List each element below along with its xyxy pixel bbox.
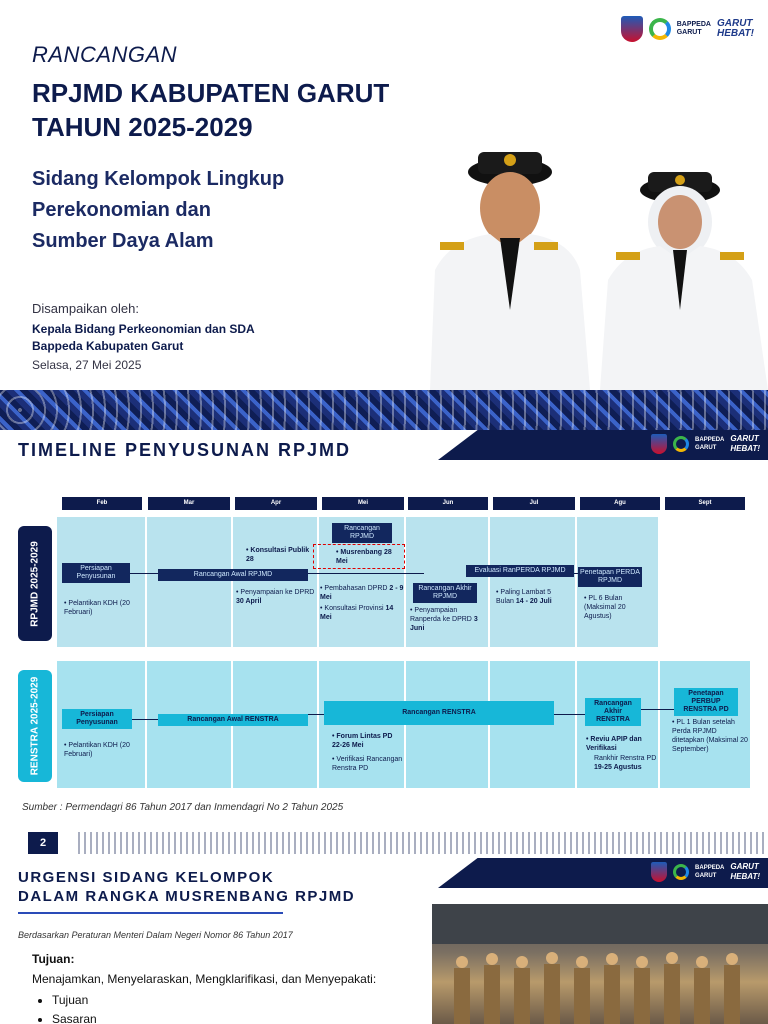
cover-slide [0,0,768,430]
timeline-source: Sumber : Permendagri 86 Tahun 2017 dan Inmendagri No 2 Tahun 2025 [22,802,344,813]
urgensi-title: URGENSI SIDANG KELOMPOK DALAM RANGKA MUSRENBANG RPJMD [18,869,356,905]
note-verifikasi: • Verifikasi Rancangan Renstra PD [332,755,404,773]
cover-title: RPJMD KABUPATEN GARUT TAHUN 2025-2029 [32,78,390,142]
garut-emblem-icon [651,434,667,454]
step-rancangan-renstra: Rancangan RENSTRA [324,701,554,725]
month-header: Mar [148,497,230,510]
note-rankhir: Rankhir Renstra PD 19-25 Agustus [594,755,657,771]
note-konsultasi-prov: • Konsultasi Provinsi 14 Mei [320,604,404,622]
bappeda-logo-icon [673,436,689,452]
step-rancangan-akhir: Rancangan Akhir RPJMD [413,583,477,603]
note-pl1: • PL 1 Bulan setelah Perda RPJMD ditetapkan (Maksimal 20 September) [672,718,748,754]
header-logos [621,16,754,42]
bappeda-logo-text: BAPPEDA GARUT [695,865,725,879]
garut-emblem-icon [621,16,643,42]
urgensi-slide [0,858,768,1024]
note-konsultasi-publik: • Konsultasi Publik 28 [246,546,310,564]
note-musrenbang: • Musrenbang 28 Mei [313,544,405,569]
footer-pattern [78,832,768,854]
step-rancangan-akhir-renstra: Rancangan Akhir RENSTRA [585,698,641,726]
cover-kicker: RANCANGAN [32,42,178,67]
batik-band [0,390,768,430]
meeting-photo [432,904,768,1024]
bappeda-logo-text: BAPPEDA GARUT [695,437,725,451]
step-evaluasi: Evaluasi RanPERDA RPJMD [466,565,574,577]
legal-basis: Berdasarkan Peraturan Menteri Dalam Negeri Nomor 86 Tahun 2017 [18,930,293,940]
garut-hebat-logo: GARUT HEBAT! [716,18,754,39]
tujuan-verbs: Menajamkan, Menyelaraskan, Mengklarifikasi, dan Menyepakati: [32,972,377,986]
list-item: • Sasaran [52,1010,97,1024]
note-pl6: • PL 6 Bulan (Maksimal 20 Agustus) [584,594,640,621]
month-header: Mei [322,497,404,510]
timeline-cell [233,517,317,647]
cover-subtitle: Sidang Kelompok Lingkup Perekonomian dan Sumber Daya Alam [32,168,285,252]
month-header: Jun [408,497,488,510]
note-pelantikan: • Pelantikan KDH (20 Februari) [64,599,142,617]
garut-emblem-icon [651,862,667,882]
note-penyampaian-ranperda: • Penyampaian Ranperda ke DPRD 3 Juni [410,606,486,633]
note-reviu: • Reviu APIP dan Verifikasi [586,735,658,753]
step-persiapan-renstra: Persiapan Penyusunan [62,709,132,729]
timeline-slide [0,430,768,830]
presented-by-label: Disampaikan oleh: [32,301,139,316]
title-underline [18,912,283,914]
page-footer [0,830,768,854]
row-label-renstra: RENSTRA 2025-2029 [18,670,52,782]
garut-hebat-logo: GARUT HEBAT! [730,862,760,881]
step-rancangan-rpjmd: Rancangan RPJMD [332,523,392,543]
timeline-cell [490,517,575,647]
step-penetapan-perbup: Penetapan PERBUP RENSTRA PD [674,688,738,716]
step-rancangan-awal-renstra: Rancangan Awal RENSTRA [158,714,308,726]
note-pelantikan-renstra: • Pelantikan KDH (20 Februari) [64,741,142,759]
step-persiapan: Persiapan Penyusunan [62,563,130,583]
timeline-cell [147,517,231,647]
garut-hebat-logo: GARUT HEBAT! [730,434,760,453]
note-penyampaian-dprd: • Penyampaian ke DPRD 30 April [236,588,316,606]
step-rancangan-awal: Rancangan Awal RPJMD [158,569,308,581]
note-forum: • Forum Lintas PD 22-26 Mei [332,732,404,750]
connector [552,714,586,715]
page-number: 2 [28,832,58,854]
officials-photo [430,130,768,390]
timeline-title: TIMELINE PENYUSUNAN RPJMD [18,440,352,460]
month-header: Jul [493,497,575,510]
month-header: Sept [665,497,745,510]
list-item: • Tujuan [52,991,97,1010]
tujuan-heading: Tujuan: [32,952,75,966]
header-logos [651,434,760,454]
tujuan-list [52,991,97,1024]
bappeda-logo-icon [649,18,671,40]
bappeda-logo-icon [673,864,689,880]
month-header: Apr [235,497,317,510]
bappeda-logo-text: BAPPEDA GARUT [676,21,711,36]
step-penetapan-perda: Penetapan PERDA RPJMD [578,567,642,587]
month-header: Agu [580,497,660,510]
header-logos [651,862,760,882]
note-pembahasan: • Pembahasan DPRD 2 - 9 Mei [320,584,404,602]
month-header: Feb [62,497,142,510]
cover-date: Selasa, 27 Mei 2025 [32,358,142,372]
presenter: Kepala Bidang Perkeonomian dan SDA Bappeda Kabupaten Garut [32,322,255,353]
connector [640,709,674,710]
row-label-rpjmd: RPJMD 2025-2029 [18,526,52,641]
note-paling-lambat: • Paling Lambat 5 Bulan 14 - 20 Juli [496,588,568,606]
